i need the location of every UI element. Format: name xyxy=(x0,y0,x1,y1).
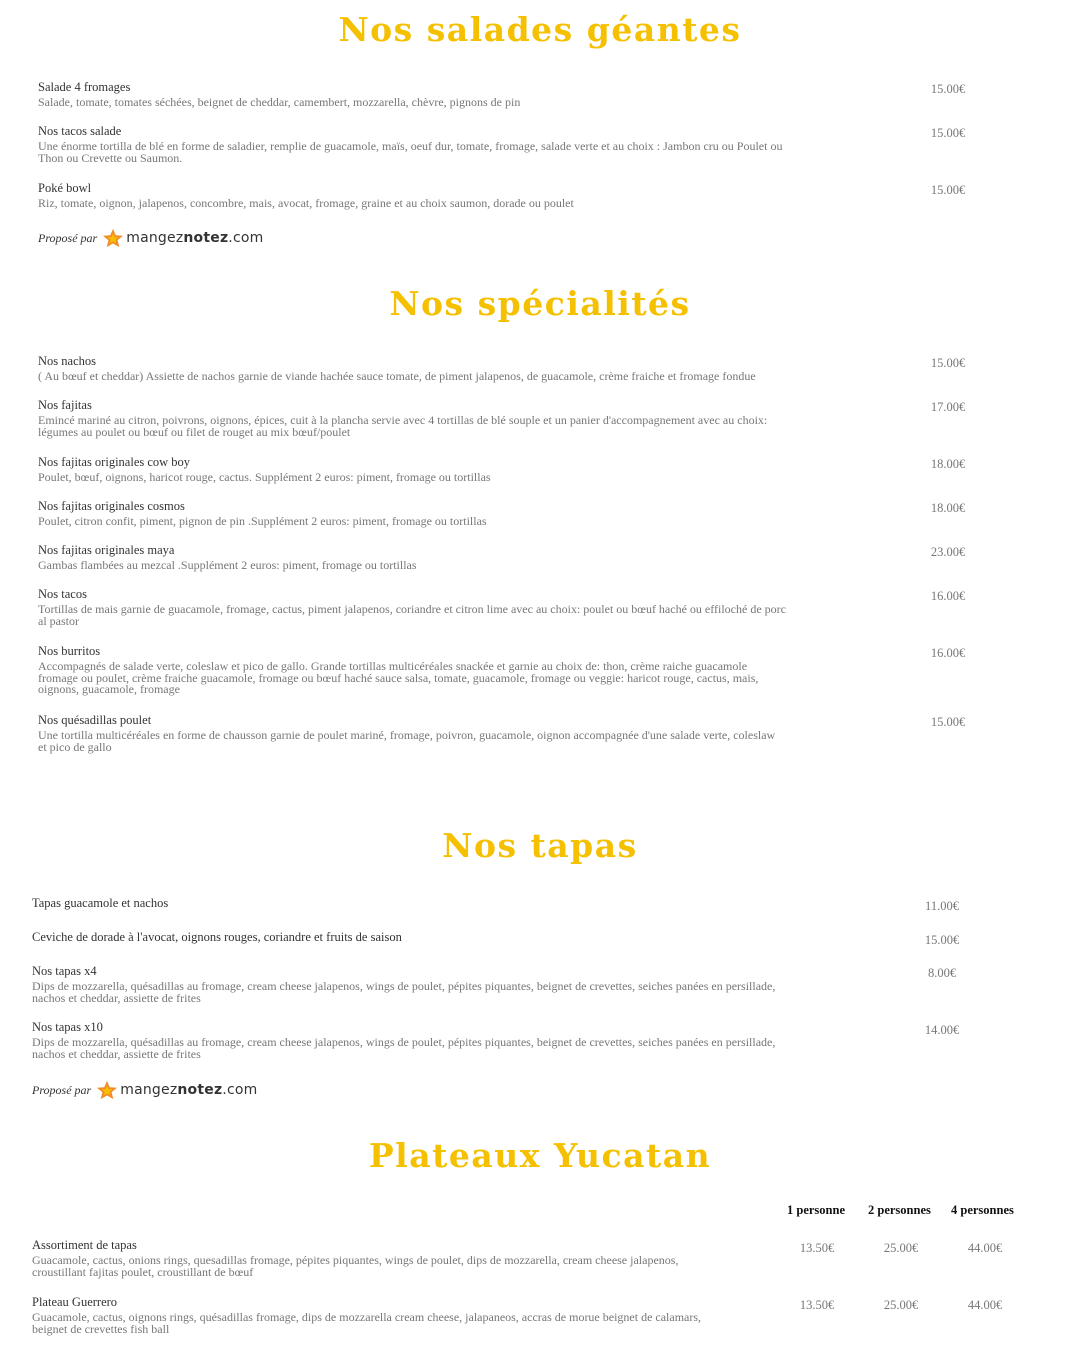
credit-label: Proposé par xyxy=(38,230,98,245)
menu-item xyxy=(38,644,868,696)
item-price: 15.00€ xyxy=(930,82,966,96)
item-description: ( Au bœuf et cheddar) Assiette de nachos garnie de viande hachée sauce tomate, de piment jalapenos, de guacamole, crème fraiche et fromage fondue xyxy=(38,369,756,383)
item-name: Nos tapas x4 xyxy=(32,964,97,978)
item-price-4-personnes: 44.00€ xyxy=(967,1298,1003,1312)
item-description: Gambas flambées au mezcal .Supplément 2 euros: piment, fromage ou tortillas xyxy=(38,558,417,572)
item-price: 15.00€ xyxy=(930,715,966,729)
item-description: Salade, tomate, tomates séchées, beignet de cheddar, camembert, mozzarella, chèvre, pignons de pin xyxy=(38,95,521,109)
item-name: Nos fajitas originales maya xyxy=(38,543,175,557)
item-name: Nos tacos salade xyxy=(38,124,122,138)
item-price-2-personnes: 25.00€ xyxy=(883,1298,919,1312)
menu-item xyxy=(38,398,868,438)
item-name: Nos tacos xyxy=(38,587,87,601)
item-description-line: nachos et cheddar, assiette de frites xyxy=(32,1046,201,1061)
item-description: Accompagnés de salade verte, coleslaw et pico de gallo. Grande tortillas multicéréales snackée et garnie au choix de: thon, crème raiche guacamole xyxy=(38,659,748,673)
item-description-line: Thon ou Crevette ou Saumon. xyxy=(38,150,183,165)
menu-item xyxy=(32,1020,862,1060)
menu-item xyxy=(32,930,862,945)
item-name: Nos fajitas originales cow boy xyxy=(38,455,191,469)
credit-brand: mangeznotez.com xyxy=(120,1082,258,1098)
item-price: 15.00€ xyxy=(924,933,960,947)
section-title-specialites: Nos spécialités xyxy=(389,284,691,323)
credit-label: Proposé par xyxy=(32,1082,92,1097)
star-logo-icon xyxy=(96,1080,118,1100)
item-description: Poulet, bœuf, oignons, haricot rouge, cactus. Supplément 2 euros: piment, fromage ou tortillas xyxy=(38,470,491,484)
item-name: Nos nachos xyxy=(38,354,96,368)
item-price: 18.00€ xyxy=(930,501,966,515)
column-header: 2 personnes xyxy=(868,1203,931,1217)
item-description-line: légumes au poulet ou bœuf ou filet de rouget au mix bœuf/poulet xyxy=(38,424,351,439)
credit-mangeznotez[interactable] xyxy=(38,228,263,248)
item-name: Nos quésadillas poulet xyxy=(38,713,152,727)
item-price-1-personne: 13.50€ xyxy=(799,1241,835,1255)
star-logo-icon xyxy=(102,228,124,248)
item-description: Dips de mozzarella, quésadillas au fromage, cream cheese jalapenos, wings de poulet, pépites piquantes, beignet de crevettes, seiches panées en persillade, xyxy=(32,1035,776,1049)
section-title-tapas: Nos tapas xyxy=(442,826,638,865)
item-description: Poulet, citron confit, piment, pignon de pin .Supplément 2 euros: piment, fromage ou tortillas xyxy=(38,514,487,528)
item-description: Dips de mozzarella, quésadillas au fromage, cream cheese jalapenos, wings de poulet, pépites piquantes, beignet de crevettes, seiches panées en persillade, xyxy=(32,979,776,993)
item-description-line: beignet de crevettes fish ball xyxy=(32,1321,170,1336)
item-name: Nos burritos xyxy=(38,644,101,658)
item-description-line: al pastor xyxy=(38,613,79,628)
item-price-1-personne: 13.50€ xyxy=(799,1298,835,1312)
item-price: 11.00€ xyxy=(925,899,959,913)
item-description: Riz, tomate, oignon, jalapenos, concombre, mais, avocat, fromage, graine et au choix saumon, dorade ou poulet xyxy=(38,196,574,210)
item-name: Assortiment de tapas xyxy=(32,1238,137,1252)
item-name: Poké bowl xyxy=(38,181,92,195)
menu-item xyxy=(32,896,862,911)
section-title-salades: Nos salades géantes xyxy=(338,10,742,49)
item-description: Guacamole, cactus, onions rings, quesadillas fromage, pépites piquantes, wings de poulet, dips de mozzarella, cream cheese jalapenos, xyxy=(32,1253,679,1267)
item-price: 18.00€ xyxy=(930,457,966,471)
menu-item xyxy=(38,181,868,210)
item-name: Nos tapas x10 xyxy=(32,1020,103,1034)
menu-item xyxy=(38,124,868,164)
menu-item xyxy=(32,1295,772,1335)
menu-item xyxy=(32,1238,772,1278)
item-description-line: et pico de gallo xyxy=(38,739,112,754)
item-description-line: croustillant fajitas poulet, croustillant de bœuf xyxy=(32,1264,254,1279)
menu-item xyxy=(38,354,868,383)
menu-item xyxy=(38,713,868,753)
item-description: Guacamole, cactus, oignons rings, quésadillas fromage, dips de mozzarella cream cheese, jalapaneos, accras de morue beignet de calamars, xyxy=(32,1310,702,1324)
item-description: Emincé mariné au citron, poivrons, oignons, épices, cuit à la plancha servie avec 4 tortillas de blé souple et un panier d'accompagnement avec au choix: xyxy=(38,413,768,427)
menu-item xyxy=(38,499,868,528)
item-price: 23.00€ xyxy=(930,545,966,559)
item-price: 15.00€ xyxy=(930,126,966,140)
column-header: 4 personnes xyxy=(951,1203,1014,1217)
menu-item xyxy=(38,455,868,484)
item-name: Ceviche de dorade à l'avocat, oignons rouges, coriandre et fruits de saison xyxy=(32,930,402,944)
item-name: Salade 4 fromages xyxy=(38,80,131,94)
credit-brand: mangeznotez.com xyxy=(126,230,264,246)
item-price: 15.00€ xyxy=(930,356,966,370)
item-price: 16.00€ xyxy=(930,646,966,660)
item-price: 16.00€ xyxy=(930,589,966,603)
section-title-plateaux: Plateaux Yucatan xyxy=(368,1136,712,1175)
item-description-line: nachos et cheddar, assiette de frites xyxy=(32,990,201,1005)
item-name: Nos fajitas xyxy=(38,398,92,412)
item-name: Tapas guacamole et nachos xyxy=(32,896,169,910)
item-price: 14.00€ xyxy=(924,1023,960,1037)
item-description-line: oignons, guacamole, fromage xyxy=(38,682,180,696)
item-price: 8.00€ xyxy=(927,966,957,980)
item-name: Plateau Guerrero xyxy=(32,1295,118,1309)
item-price: 15.00€ xyxy=(930,183,966,197)
credit-mangeznotez[interactable] xyxy=(32,1080,257,1100)
item-price-4-personnes: 44.00€ xyxy=(967,1241,1003,1255)
item-description-line: fromage ou poulet, crème fraiche guacamole, fromage ou bœuf haché sauce salsa, tomate, guacamole, fromage ou veggie: haricot rouge, cactus, mais, xyxy=(38,670,759,685)
item-price-2-personnes: 25.00€ xyxy=(883,1241,919,1255)
menu-item xyxy=(32,964,862,1004)
item-description: Tortillas de mais garnie de guacamole, fromage, cactus, piment jalapenos, coriandre et citron lime avec au choix: poulet ou bœuf haché ou effiloché de porc xyxy=(38,602,786,616)
item-name: Nos fajitas originales cosmos xyxy=(38,499,185,513)
menu-item xyxy=(38,80,868,109)
item-description: Une tortilla multicéréales en forme de chausson garnie de poulet mariné, fromage, poivron, guacamole, oignon accompagnée d'une salade verte, coleslaw xyxy=(38,728,776,742)
item-description: Une énorme tortilla de blé en forme de saladier, remplie de guacamole, maïs, oeuf dur, tomate, fromage, salade verte et au choix : Jambon cru ou Poulet ou xyxy=(38,139,783,153)
item-price: 17.00€ xyxy=(930,400,966,414)
menu-item xyxy=(38,587,868,627)
column-header: 1 personne xyxy=(787,1203,845,1217)
menu-item xyxy=(38,543,868,572)
